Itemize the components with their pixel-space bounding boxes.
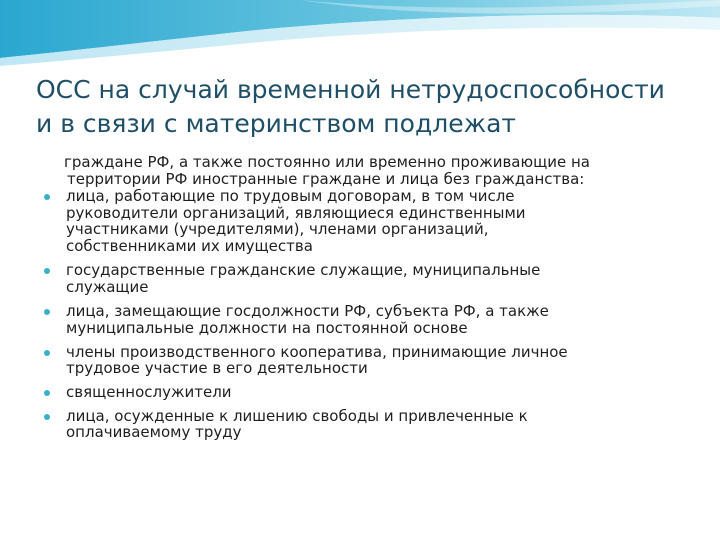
list-item-line: собственниками их имущества [66,237,313,256]
list-item-line: государственные гражданские служащие, муниципальные [66,260,541,279]
slide-title [36,73,696,141]
bullet-icon [44,309,50,315]
intro-line: граждане РФ, а также постоянно или временно проживающие на [64,153,591,171]
list-item [44,303,684,336]
list-item-line: участниками (учредителями), членами организаций, [66,220,489,239]
bullet-icon [44,268,50,274]
intro-line: территории РФ иностранные граждане и лица без гражданства: [67,170,585,188]
bullet-list [44,188,684,441]
list-item [44,344,684,377]
list-item [44,408,684,441]
list-item [44,384,684,401]
intro-text [44,154,684,188]
list-item-line: трудовое участие в его деятельности [66,359,368,378]
list-item-line: оплачиваемому труду [66,423,242,442]
list-item-line: муниципальные должности на постоянной основе [66,318,468,337]
list-item-line: члены производственного кооператива, принимающие личное [66,342,568,361]
slide-content [44,154,684,441]
header-wave-decoration [0,0,720,80]
list-item [44,188,684,255]
list-item-line: лица, замещающие госдолжности РФ, субъекта РФ, а также [66,302,549,321]
list-item-line: служащие [66,277,149,296]
bullet-icon [44,350,50,356]
list-item-line: священнослужители [66,383,232,402]
bullet-icon [44,390,50,396]
title-line: и в связи с материнством подлежат [36,109,516,138]
list-item-line: руководители организаций, являющиеся единственными [66,203,526,222]
list-item [44,262,684,295]
list-item-line: лица, работающие по трудовым договорам, в том числе [66,187,515,205]
bullet-icon [44,414,50,420]
list-item-line: лица, осужденные к лишению свободы и привлеченные к [66,406,528,425]
title-line: ОСС на случай временной нетрудоспособности [36,75,665,104]
bullet-icon [44,194,50,200]
